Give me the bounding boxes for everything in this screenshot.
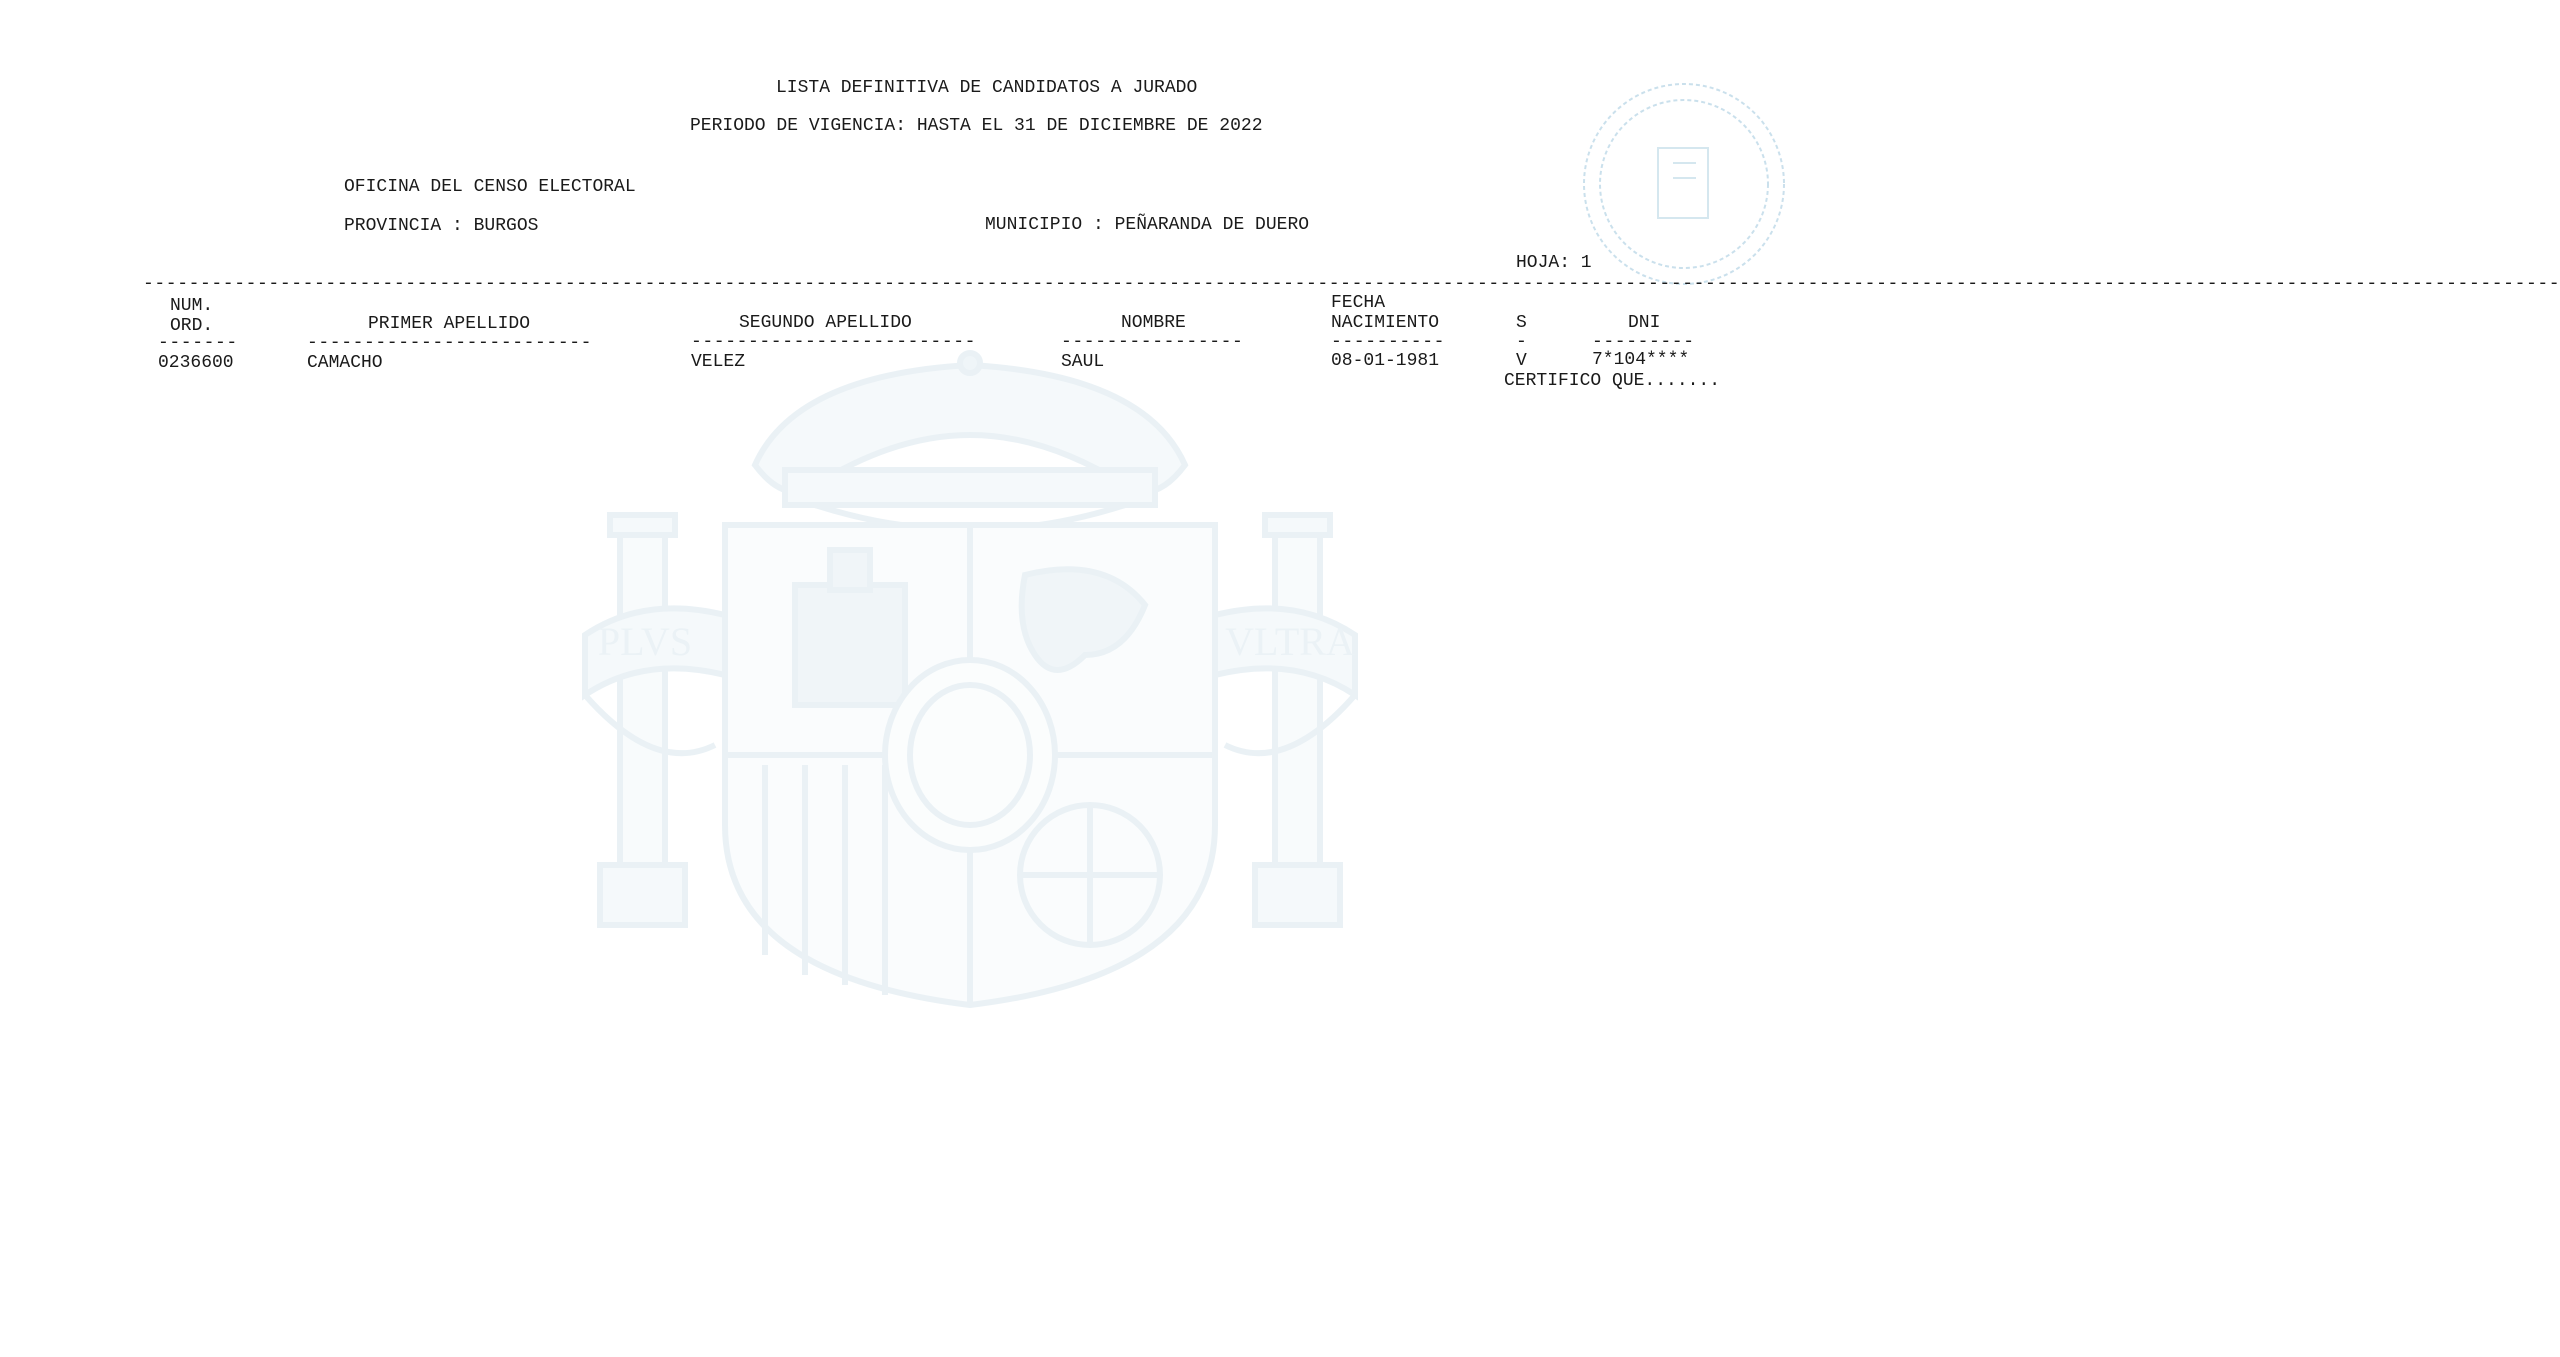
header-fecha-line2: NACIMIENTO xyxy=(1331,313,1440,333)
validity-period: PERIODO DE VIGENCIA: HASTA EL 31 DE DICIEMBRE DE 2022 xyxy=(690,116,1263,136)
motto-left: PLVS xyxy=(597,619,693,664)
underline-primer-apellido: ------------------------- xyxy=(307,333,593,353)
sheet-number: HOJA: 1 xyxy=(1516,253,1592,273)
header-primer-apellido: PRIMER APELLIDO xyxy=(368,314,531,334)
motto-right: VLTRA xyxy=(1225,619,1355,664)
cell-segundo-apellido: VELEZ xyxy=(691,352,746,372)
cell-num-ord: 0236600 xyxy=(158,353,234,373)
certification-note: CERTIFICO QUE....... xyxy=(1504,371,1721,391)
cell-sexo: V xyxy=(1516,351,1527,371)
office-name: OFICINA DEL CENSO ELECTORAL xyxy=(344,177,636,197)
table-top-rule: -------------------------------------------------------------------------------------------------------------------------------------------------------------------------------------------------------------------- xyxy=(143,274,2560,294)
header-dni: DNI xyxy=(1628,313,1661,333)
document-title: LISTA DEFINITIVA DE CANDIDATOS A JURADO xyxy=(776,78,1198,98)
underline-num-ord: ------- xyxy=(158,333,238,353)
header-nombre: NOMBRE xyxy=(1121,313,1186,333)
underline-segundo-apellido: ------------------------- xyxy=(691,332,977,352)
cell-primer-apellido: CAMACHO xyxy=(307,353,383,373)
header-sexo: S xyxy=(1516,313,1527,333)
underline-nombre: ---------------- xyxy=(1061,332,1244,352)
header-num-ord-line1: NUM. xyxy=(170,296,214,316)
municipality-label: MUNICIPIO : PEÑARANDA DE DUERO xyxy=(985,215,1310,235)
underline-dni: --------- xyxy=(1592,332,1695,352)
underline-sexo: - xyxy=(1516,332,1528,352)
coat-of-arms-watermark xyxy=(585,355,1355,1095)
underline-fecha: ---------- xyxy=(1331,332,1446,352)
province-label: PROVINCIA : BURGOS xyxy=(344,216,539,236)
cell-dni: 7*104**** xyxy=(1592,350,1690,370)
cell-fecha-nacimiento: 08-01-1981 xyxy=(1331,351,1440,371)
official-seal-stamp xyxy=(1578,78,1790,290)
header-num-ord-line2: ORD. xyxy=(170,316,214,336)
header-fecha-line1: FECHA xyxy=(1331,293,1386,313)
header-segundo-apellido: SEGUNDO APELLIDO xyxy=(739,313,912,333)
cell-nombre: SAUL xyxy=(1061,352,1105,372)
